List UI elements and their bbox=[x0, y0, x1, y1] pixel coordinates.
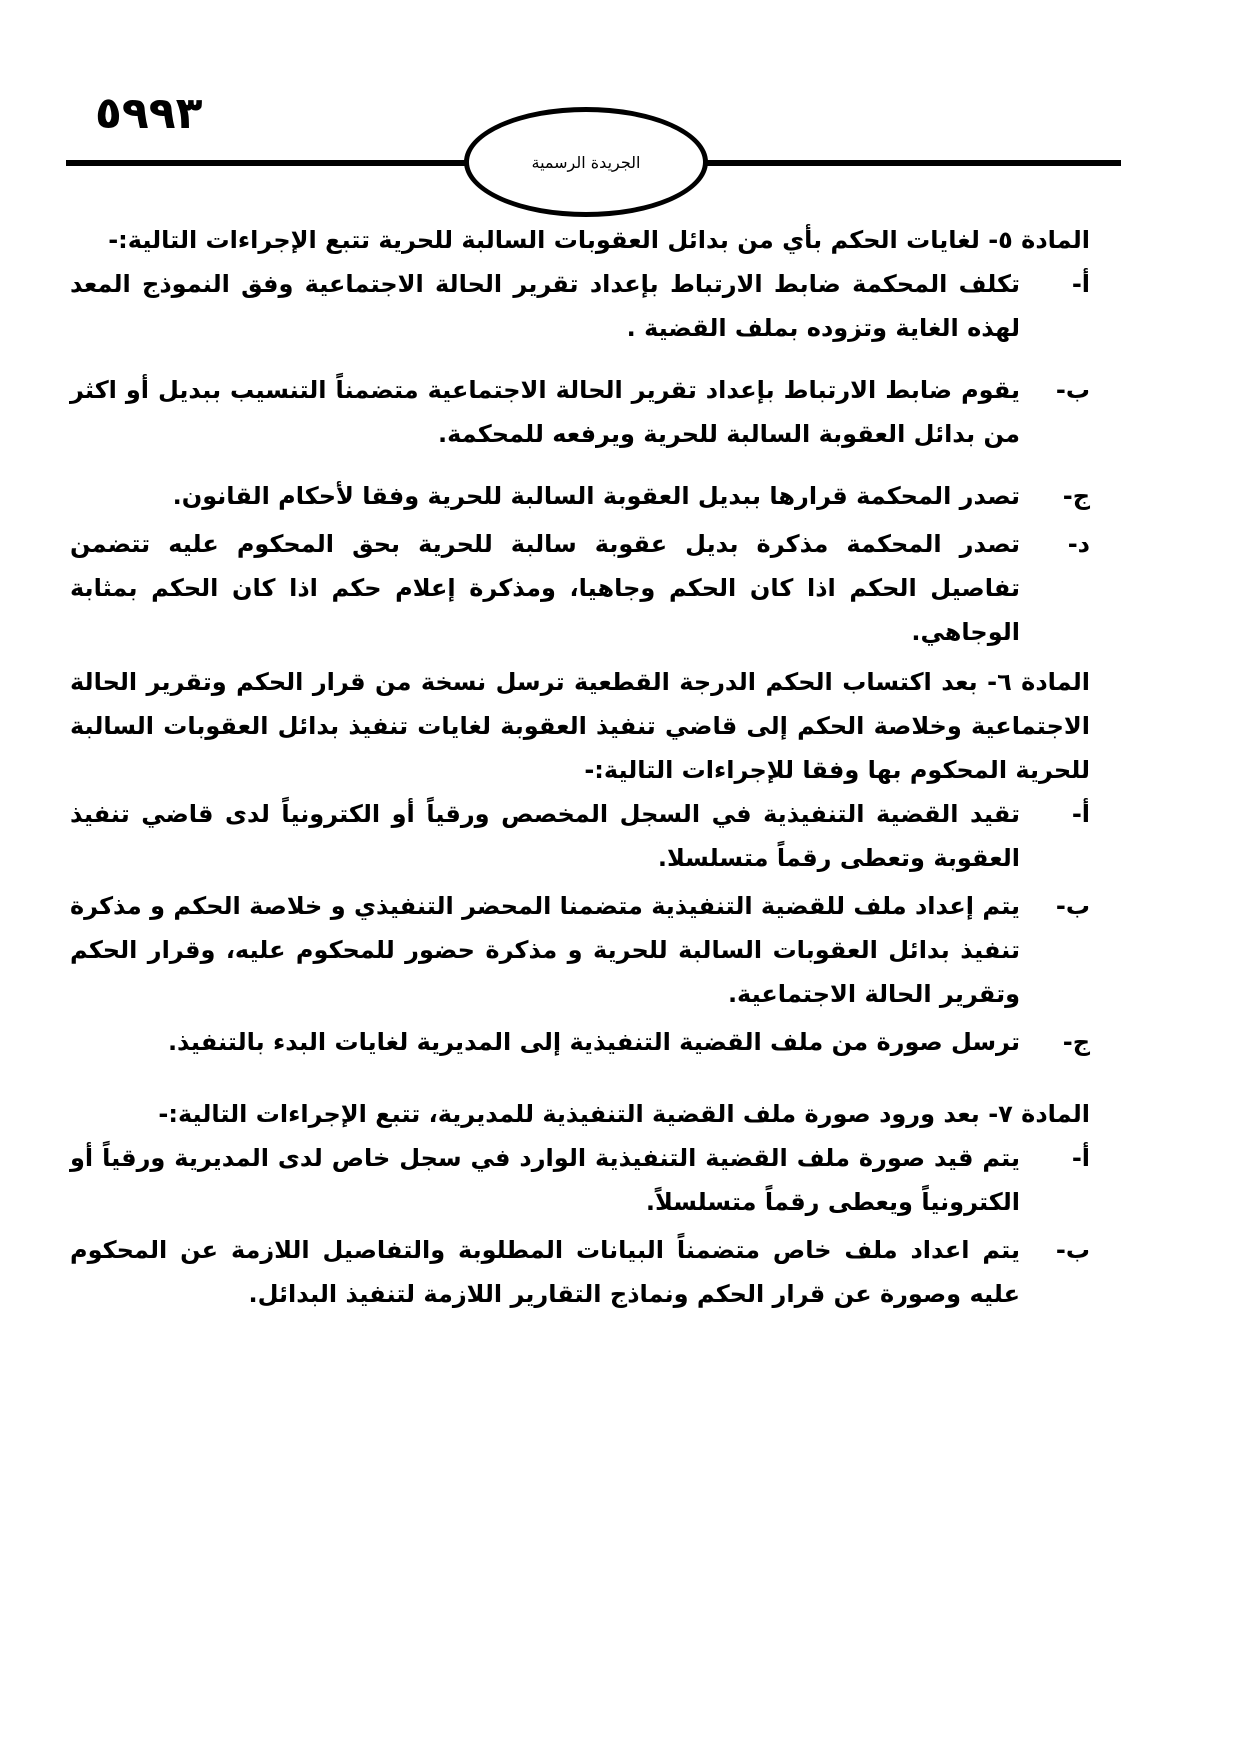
article-intro bbox=[70, 1092, 1090, 1136]
article-5 bbox=[70, 218, 1090, 654]
item-marker: أ- bbox=[1071, 1144, 1090, 1172]
page-number: ٥٩٩٣ bbox=[95, 88, 203, 139]
list-item bbox=[70, 1020, 1090, 1064]
article-items bbox=[70, 262, 1090, 654]
article-6 bbox=[70, 660, 1090, 1064]
item-marker: أ- bbox=[1071, 800, 1090, 828]
publication-title: الجريدة الرسمية bbox=[531, 152, 641, 172]
list-item bbox=[70, 1228, 1090, 1316]
item-text: يقوم ضابط الارتباط بإعداد تقرير الحالة الاجتماعية متضمناً التنسيب ببديل أو اكثر من بدائل العقوبة السالبة للحرية ويرفعه للمحكمة. bbox=[70, 376, 1020, 448]
list-item bbox=[70, 262, 1090, 350]
article-label: المادة ٥- bbox=[988, 226, 1090, 254]
spacer bbox=[70, 1070, 1090, 1092]
item-text: تصدر المحكمة قرارها ببديل العقوبة السالبة للحرية وفقا لأحكام القانون. bbox=[172, 482, 1020, 510]
article-intro bbox=[70, 660, 1090, 792]
article-intro-text: بعد ورود صورة ملف القضية التنفيذية للمديرية، تتبع الإجراءات التالية:- bbox=[158, 1100, 980, 1128]
article-label: المادة ٦- bbox=[987, 668, 1090, 696]
item-text: تصدر المحكمة مذكرة بديل عقوبة سالبة للحرية بحق المحكوم عليه تتضمن تفاصيل الحكم اذا كان الحكم وجاهيا، ومذكرة إعلام حكم اذا كان الحكم بمثابة الوجاهي. bbox=[70, 530, 1020, 646]
item-marker: ج- bbox=[1062, 482, 1090, 510]
article-items bbox=[70, 1136, 1090, 1316]
list-item bbox=[70, 792, 1090, 880]
item-marker: ج- bbox=[1062, 1028, 1090, 1056]
list-item bbox=[70, 368, 1090, 456]
article-label: المادة ٧- bbox=[988, 1100, 1090, 1128]
item-text: يتم قيد صورة ملف القضية التنفيذية الوارد في سجل خاص لدى المديرية ورقياً أو الكترونياً ويعطى رقماً متسلسلاً. bbox=[70, 1144, 1020, 1216]
article-intro-text: لغايات الحكم بأي من بدائل العقوبات السالبة للحرية تتبع الإجراءات التالية:- bbox=[108, 226, 980, 254]
list-item bbox=[70, 522, 1090, 654]
list-item bbox=[70, 1136, 1090, 1224]
item-text: تكلف المحكمة ضابط الارتباط بإعداد تقرير الحالة الاجتماعية وفق النموذج المعد لهذه الغاية وتزوده بملف القضية . bbox=[70, 270, 1020, 342]
item-text: يتم اعداد ملف خاص متضمناً البيانات المطلوبة والتفاصيل اللازمة عن المحكوم عليه وصورة عن قرار الحكم ونماذج التقارير اللازمة لتنفيذ البدائل. bbox=[70, 1236, 1020, 1308]
item-marker: ب- bbox=[1055, 1236, 1090, 1264]
article-intro bbox=[70, 218, 1090, 262]
item-marker: ب- bbox=[1055, 376, 1090, 404]
document-body bbox=[70, 218, 1090, 1322]
item-marker: ب- bbox=[1055, 892, 1090, 920]
item-text: تقيد القضية التنفيذية في السجل المخصص ورقياً أو الكترونياً لدى قاضي تنفيذ العقوبة وتعطى رقماً متسلسلا. bbox=[70, 800, 1020, 872]
item-text: يتم إعداد ملف للقضية التنفيذية متضمنا المحضر التنفيذي و خلاصة الحكم و مذكرة تنفيذ بدائل العقوبات السالبة للحرية و مذكرة حضور للمحكوم عليه، وقرار الحكم وتقرير الحالة الاجتماعية. bbox=[70, 892, 1020, 1008]
item-marker: أ- bbox=[1071, 270, 1090, 298]
item-marker: د- bbox=[1067, 530, 1090, 558]
article-intro-text: بعد اكتساب الحكم الدرجة القطعية ترسل نسخة من قرار الحكم وتقرير الحالة الاجتماعية وخلاصة الحكم إلى قاضي تنفيذ العقوبة لغايات تنفيذ بدائل العقوبات السالبة للحرية المحكوم بها وفقا للإجراءات التالية:- bbox=[70, 668, 1090, 784]
article-7 bbox=[70, 1092, 1090, 1316]
item-text: ترسل صورة من ملف القضية التنفيذية إلى المديرية لغايات البدء بالتنفيذ. bbox=[167, 1028, 1020, 1056]
list-item bbox=[70, 884, 1090, 1016]
article-items bbox=[70, 792, 1090, 1064]
masthead-oval bbox=[464, 107, 708, 217]
list-item bbox=[70, 474, 1090, 518]
